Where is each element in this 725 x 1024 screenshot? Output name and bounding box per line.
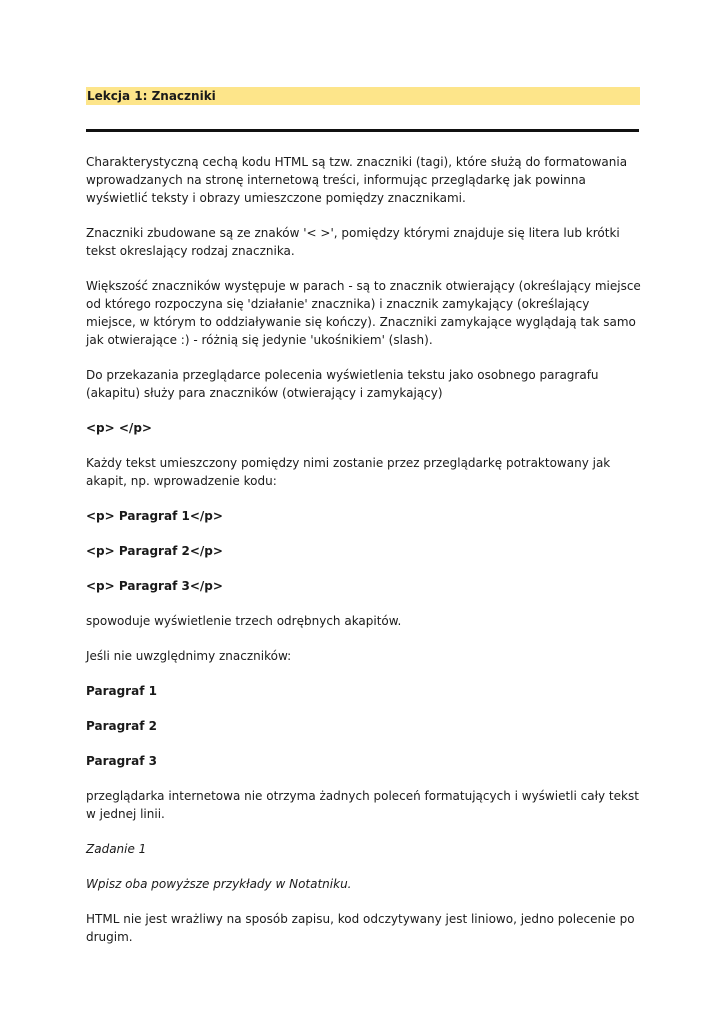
paragraph-single-line: przeglądarka internetowa nie otrzyma żadnych poleceń formatujących i wyświetli cały tekst w jednej linii. — [86, 789, 639, 821]
code-example-p-tag: <p> </p> — [86, 421, 152, 435]
document-body — [86, 153, 642, 963]
code-example-line-2: <p> Paragraf 2</p> — [86, 544, 223, 558]
paragraph-intro: Charakterystyczną cechą kodu HTML są tzw. znaczniki (tagi), które służą do formatowania wprowadzanych na stronę internetową treści, informując przeglądarkę jak powinna wyświetlić teksty i obrazy umieszczone pomiędzy znacznikami. — [86, 155, 628, 205]
code-example-line-3: <p> Paragraf 3</p> — [86, 579, 223, 593]
paragraph-example-intro: Każdy tekst umieszczony pomiędzy nimi zostanie przez przeglądarkę potraktowany jak akapit, np. wprowadzenie kodu: — [86, 456, 611, 488]
title-divider — [86, 129, 639, 132]
plain-example-line-3: Paragraf 3 — [86, 754, 157, 768]
task-heading: Zadanie 1 — [86, 842, 147, 856]
paragraph-p-tag-intro: Do przekazania przeglądarce polecenia wyświetlenia tekstu jako osobnego paragrafu (akapitu) służy para znaczników (otwierający i zamykający) — [86, 368, 599, 400]
paragraph-tag-pairs: Większość znaczników występuje w parach - są to znacznik otwierający (określający miejsce od którego rozpoczyna się 'działanie' znacznika) i znacznik zamykający (określający miejsce, w którym to oddziaływanie się kończy). Znaczniki zamykające wyglądają tak samo jak otwierające :) - różnią się jedynie 'ukośnikiem' (slash). — [86, 279, 641, 347]
plain-example-line-1: Paragraf 1 — [86, 684, 157, 698]
paragraph-result: spowoduje wyświetlenie trzech odrębnych akapitów. — [86, 614, 402, 628]
lesson-title: Lekcja 1: Znaczniki — [86, 87, 640, 105]
task-instruction: Wpisz oba powyższe przykłady w Notatniku. — [86, 877, 352, 891]
plain-example-line-2: Paragraf 2 — [86, 719, 157, 733]
code-example-line-1: <p> Paragraf 1</p> — [86, 509, 223, 523]
paragraph-without-tags: Jeśli nie uwzględnimy znaczników: — [86, 649, 292, 663]
paragraph-tag-structure: Znaczniki zbudowane są ze znaków '< >', pomiędzy którymi znajduje się litera lub krótki tekst okreslający rodzaj znacznika. — [86, 226, 620, 258]
paragraph-html-case: HTML nie jest wrażliwy na sposób zapisu, kod odczytywany jest liniowo, jedno polecenie po drugim. — [86, 912, 635, 944]
